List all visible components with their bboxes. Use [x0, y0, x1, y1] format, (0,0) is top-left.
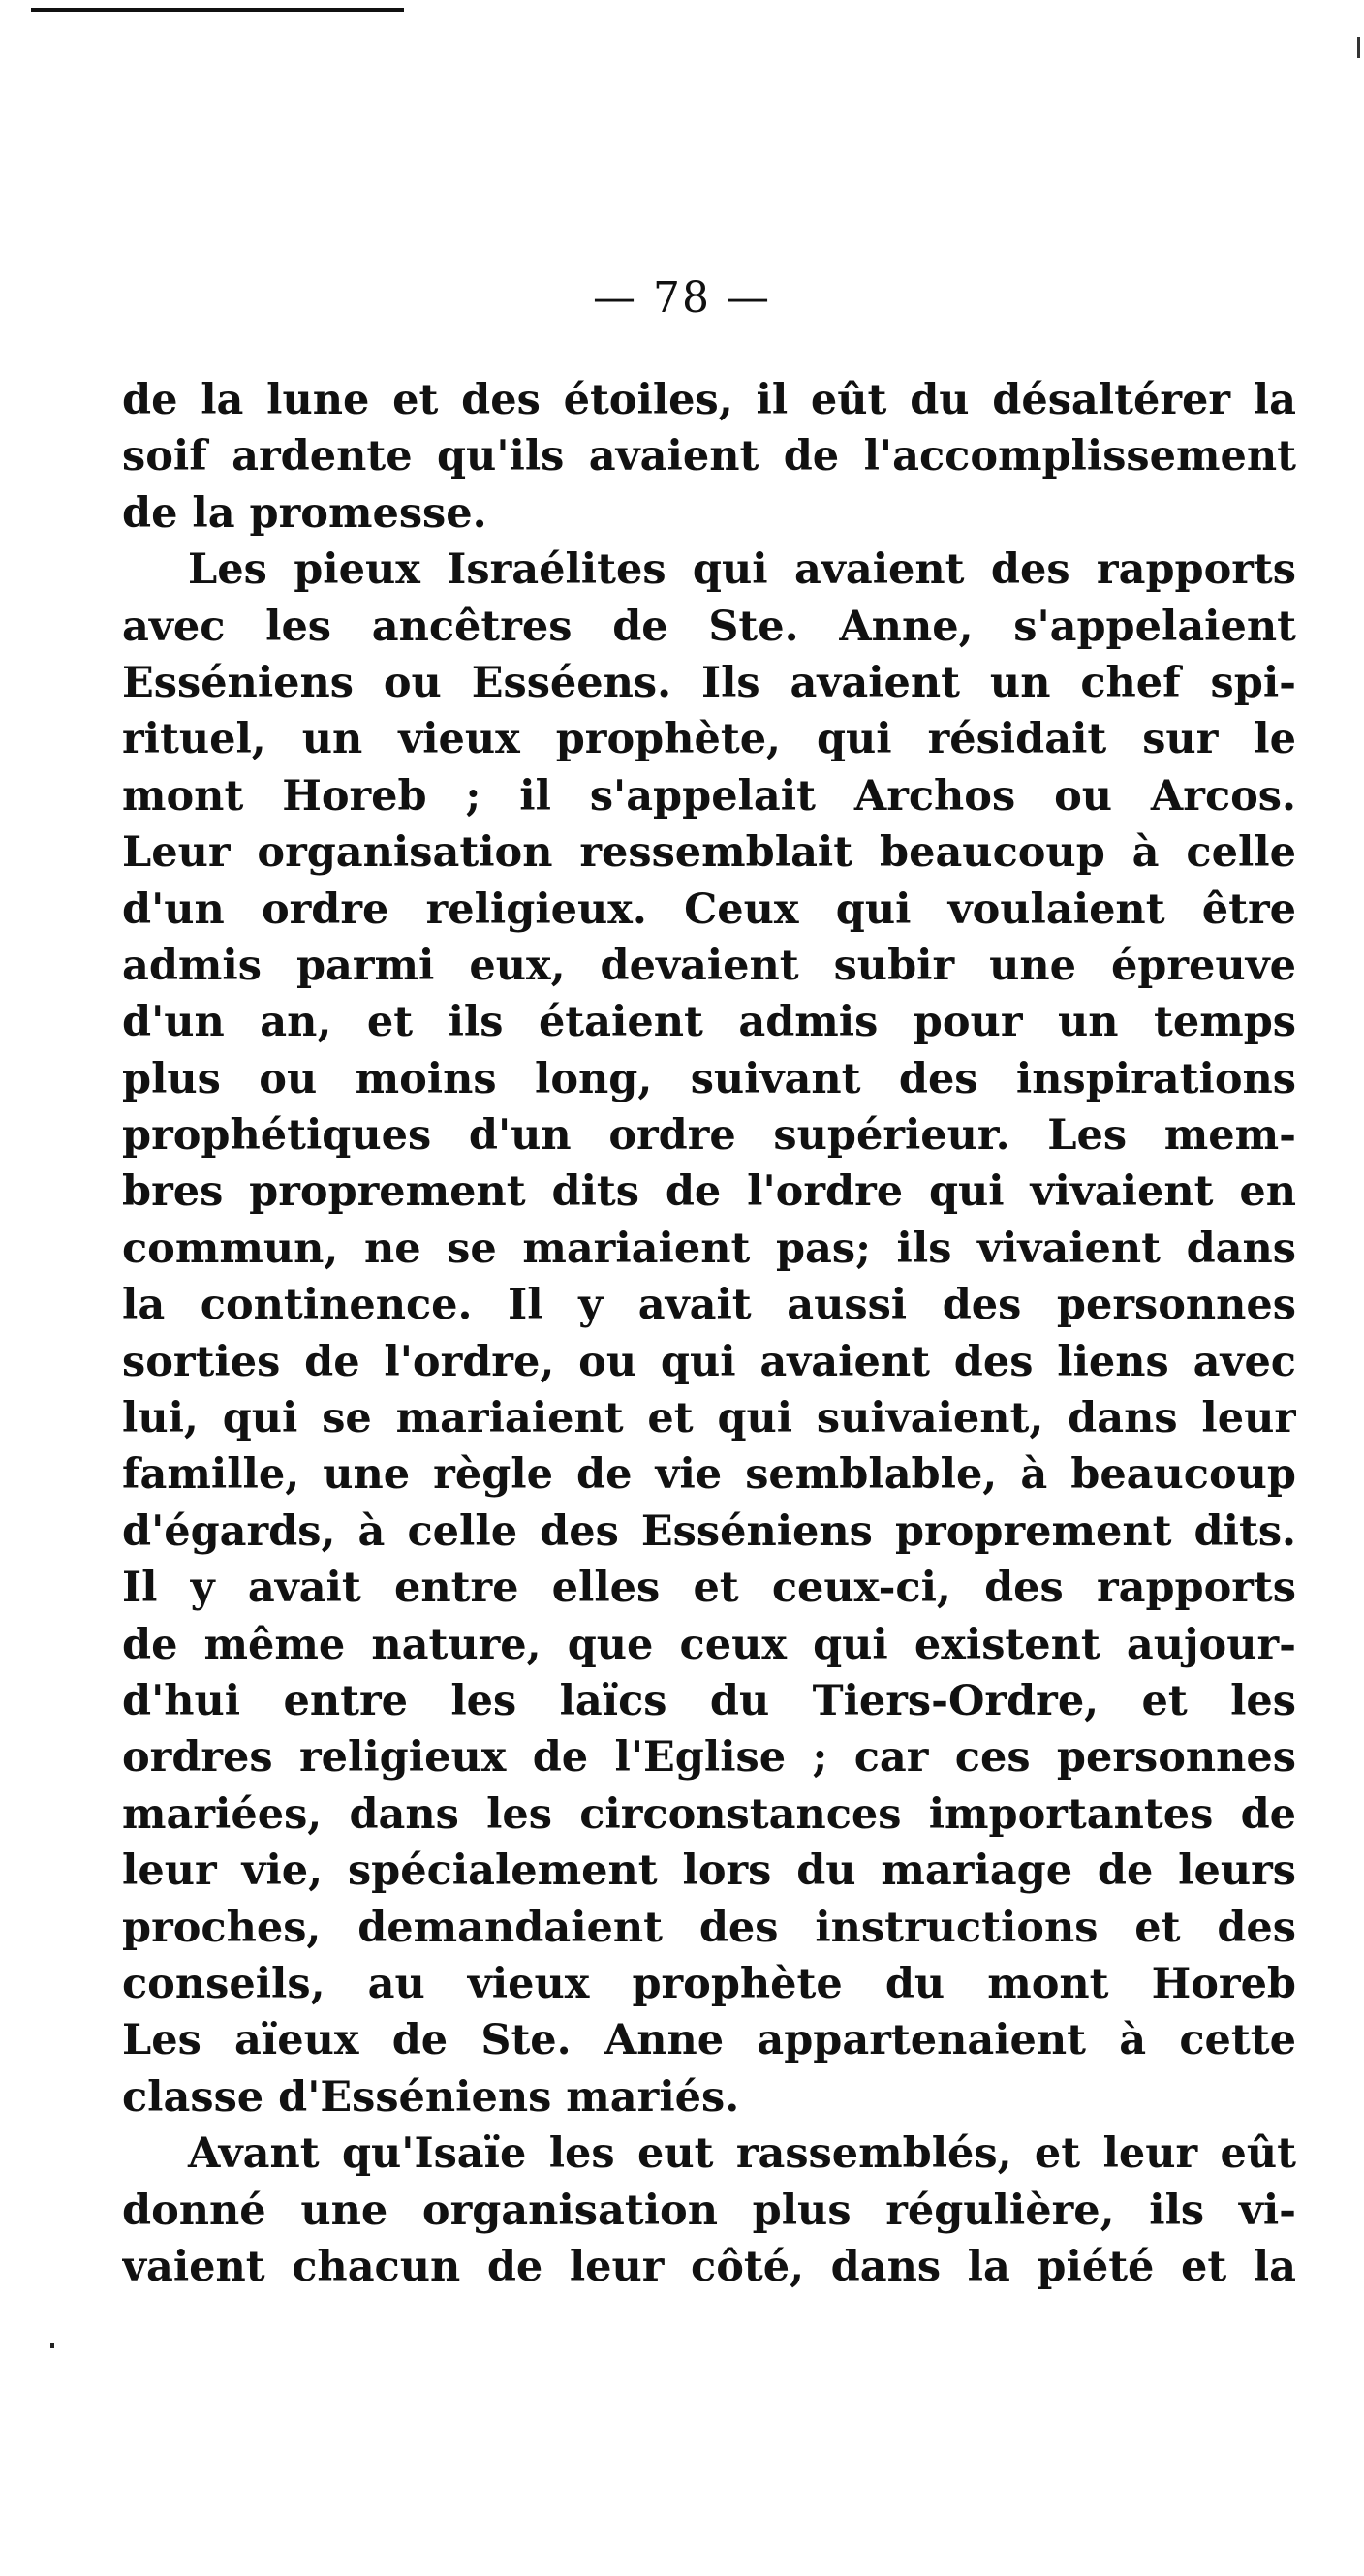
text-line: d'égards, à celle des Esséniens proprement dits.: [122, 1506, 1296, 1556]
text-line: mariées, dans les circonstances importantes de: [122, 1789, 1296, 1839]
text-line: plus ou moins long, suivant des inspirations: [122, 1054, 1296, 1103]
text-line: admis parmi eux, devaient subir une épreuve: [122, 941, 1296, 990]
text-line: prophétiques d'un ordre supérieur. Les mem-: [122, 1111, 1296, 1161]
text-line: Les pieux Israélites qui avaient des rapports: [188, 545, 1296, 595]
text-line: leur vie, spécialement lors du mariage de leurs: [122, 1847, 1296, 1896]
text-line: Les aïeux de Ste. Anne appartenaient à cette: [122, 2016, 1296, 2065]
ink-speck: [50, 2343, 54, 2348]
text-line: la continence. Il y avait aussi des personnes: [122, 1281, 1296, 1330]
text-line: vaient chacun de leur côté, dans la piété et la: [122, 2242, 1296, 2291]
text-line: commun, ne se mariaient pas; ils vivaient dans: [122, 1224, 1296, 1273]
text-line: d'hui entre les laïcs du Tiers-Ordre, et les: [122, 1676, 1296, 1725]
text-line: de même nature, que ceux qui existent aujour-: [122, 1620, 1296, 1669]
text-line: Esséniens ou Esséens. Ils avaient un chef spi-: [122, 658, 1296, 707]
page-number: — 78 —: [593, 273, 771, 323]
text-line: ordres religieux de l'Eglise ; car ces personnes: [122, 1733, 1296, 1783]
text-line: classe d'Esséniens mariés.: [122, 2072, 740, 2122]
text-line: lui, qui se mariaient et qui suivaient, dans leur: [122, 1394, 1296, 1443]
text-line: d'un ordre religieux. Ceux qui voulaient être: [122, 885, 1296, 934]
text-line: proches, demandaient des instructions et des: [122, 1903, 1296, 1952]
text-line: Avant qu'Isaïe les eut rassemblés, et leur eût: [188, 2129, 1296, 2179]
text-line: de la lune et des étoiles, il eût du désaltérer la: [122, 376, 1296, 424]
text-line: famille, une règle de vie semblable, à beaucoup: [122, 1450, 1296, 1500]
text-line: de la promesse.: [122, 488, 487, 538]
text-line: donné une organisation plus régulière, ils vi-: [122, 2186, 1296, 2235]
page-text: [122, 372, 1296, 2295]
text-line: Il y avait entre elles et ceux-ci, des rapports: [122, 1564, 1296, 1613]
text-line: Leur organisation ressemblait beaucoup à celle: [122, 828, 1296, 878]
text-line: mont Horeb ; il s'appelait Archos ou Arcos.: [122, 771, 1296, 821]
edge-mark: [1357, 37, 1360, 58]
text-line: d'un an, et ils étaient admis pour un temps: [122, 998, 1296, 1047]
text-line: rituel, un vieux prophète, qui résidait sur le: [122, 715, 1296, 764]
text-line: conseils, au vieux prophète du mont Horeb: [122, 1959, 1296, 2008]
top-rule: [31, 8, 404, 12]
text-line: avec les ancêtres de Ste. Anne, s'appelaient: [122, 602, 1296, 651]
text-line: bres proprement dits de l'ordre qui vivaient en: [122, 1167, 1296, 1217]
text-line: sorties de l'ordre, ou qui avaient des liens avec: [122, 1337, 1296, 1386]
text-line: soif ardente qu'ils avaient de l'accomplissement: [122, 432, 1296, 481]
